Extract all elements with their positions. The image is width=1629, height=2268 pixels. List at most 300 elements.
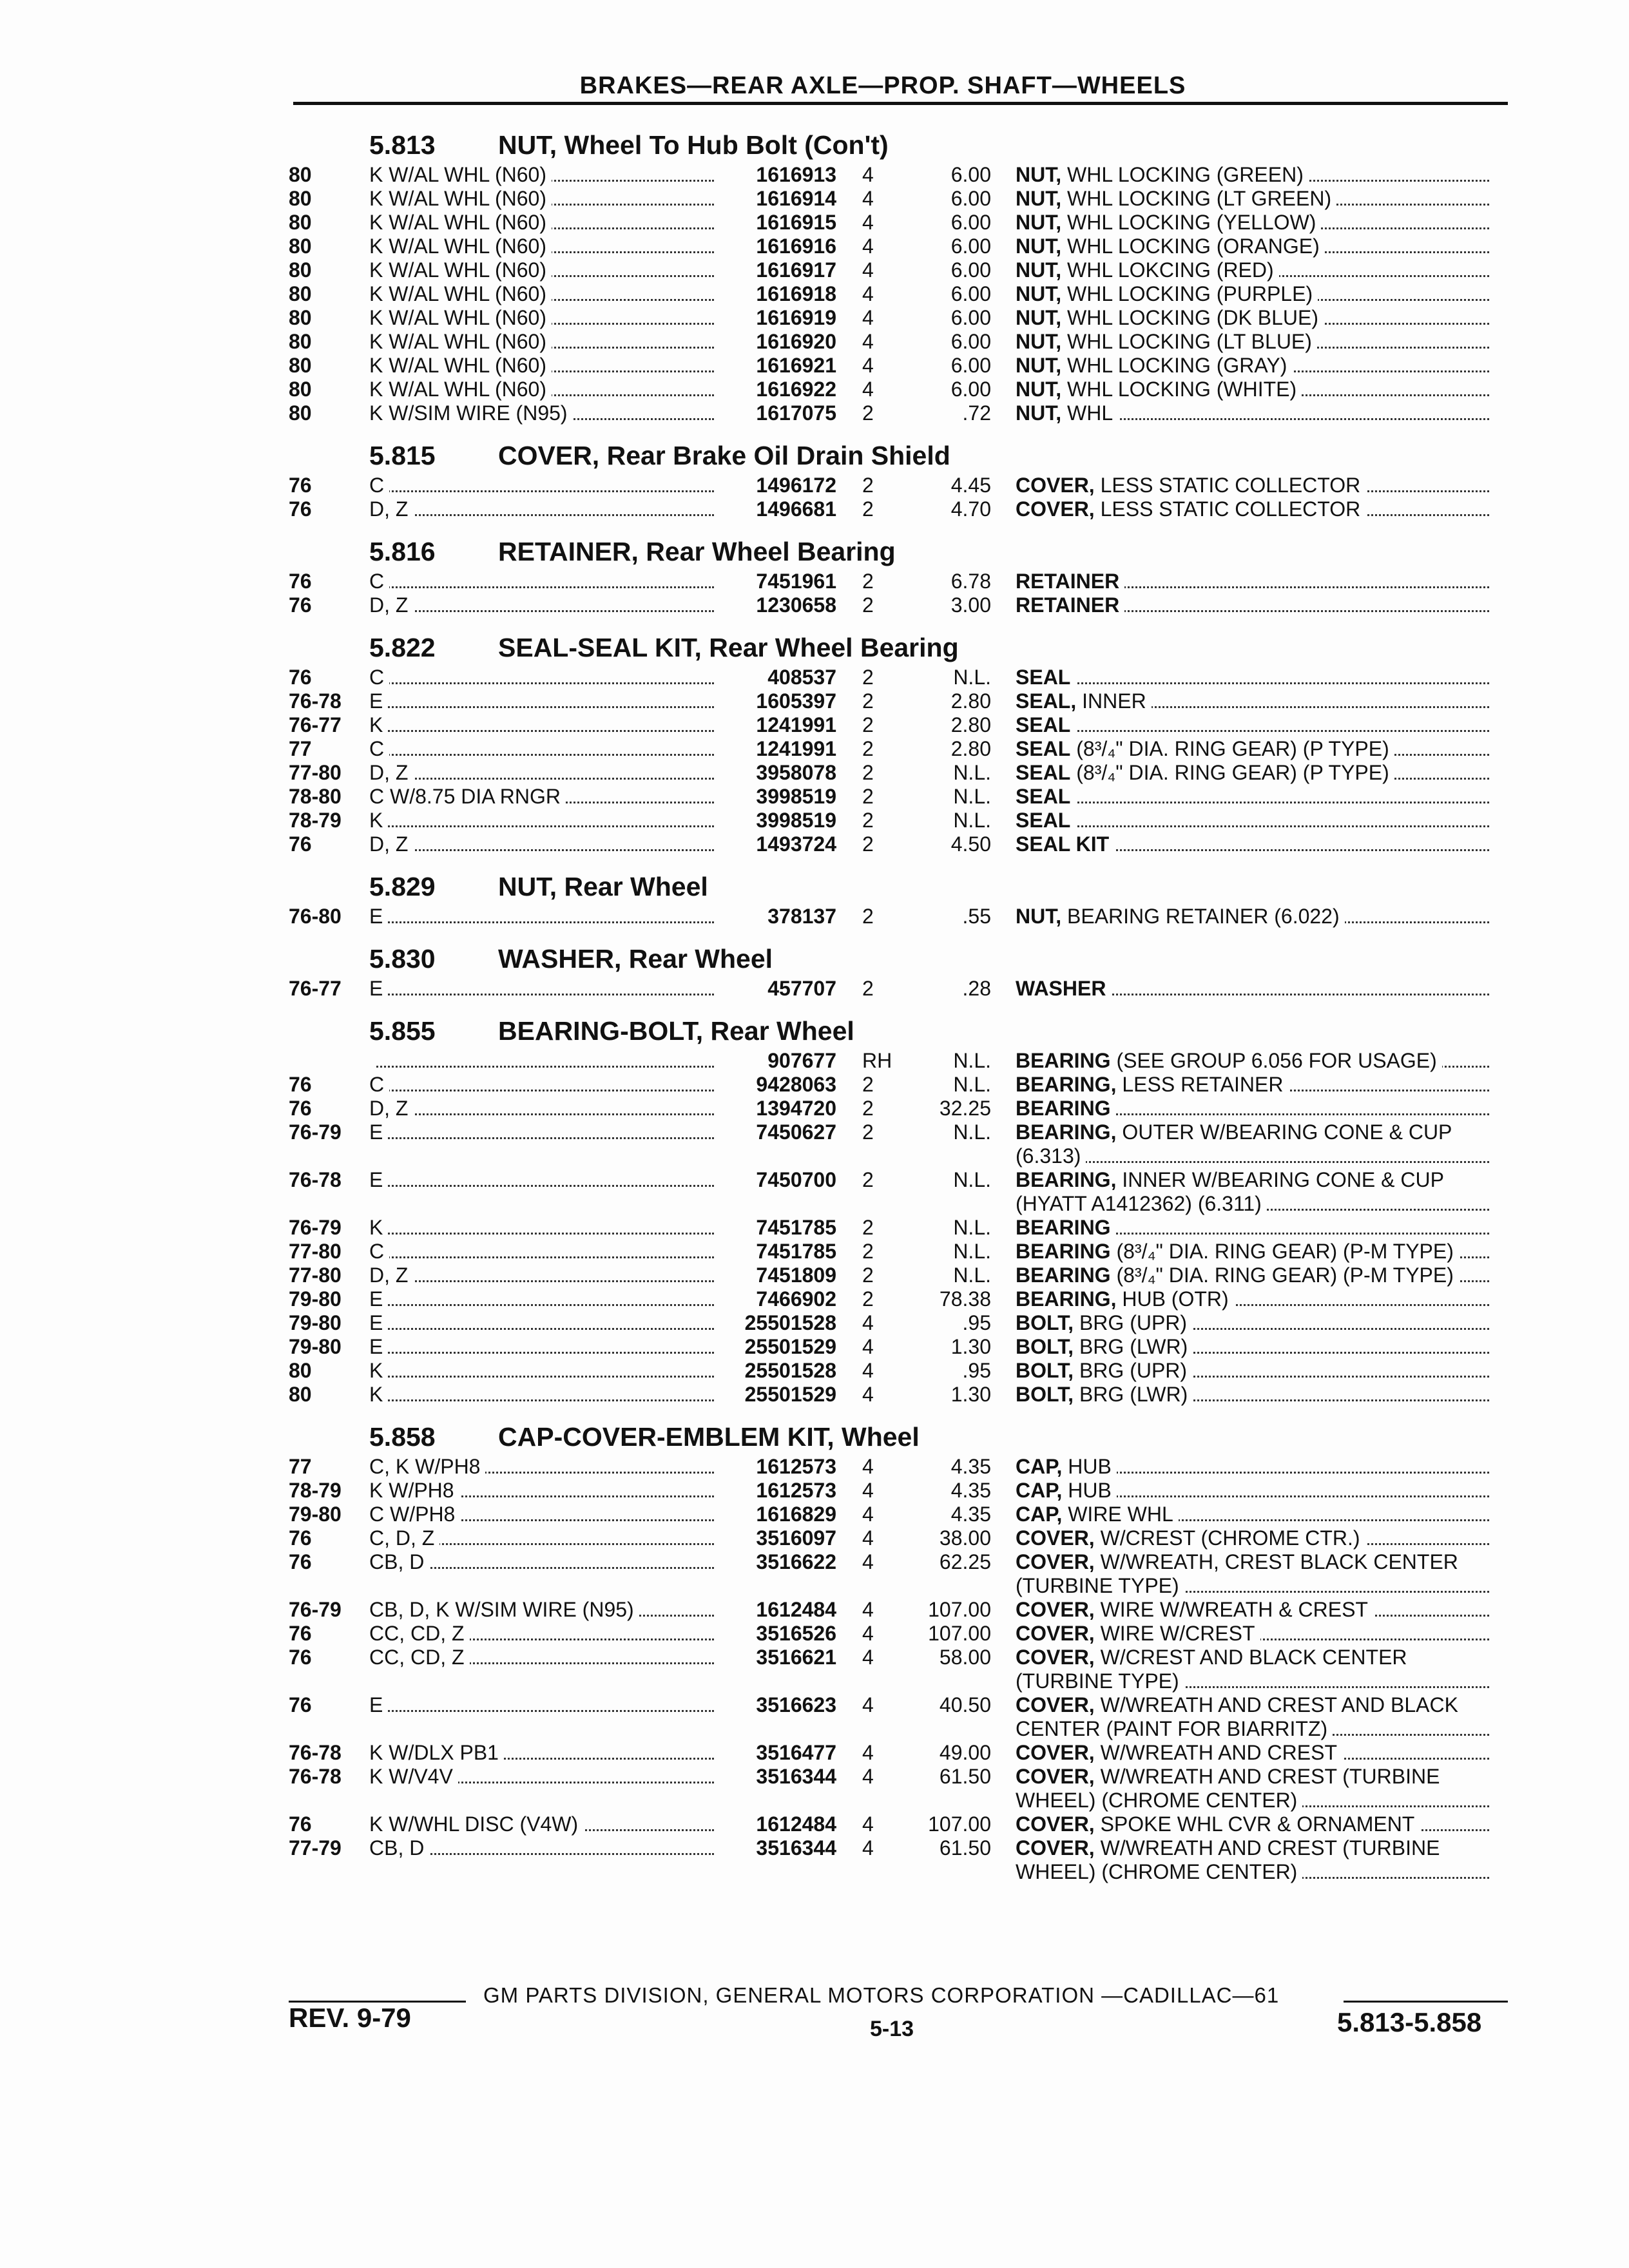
description-text bbox=[1016, 761, 1394, 784]
dot-leader bbox=[369, 586, 714, 588]
description-text bbox=[1016, 1741, 1342, 1764]
price: 107.00 bbox=[928, 1622, 991, 1645]
dot-leader bbox=[369, 921, 714, 923]
part-description bbox=[1016, 1455, 1489, 1479]
model-applicability bbox=[369, 1383, 714, 1407]
part-row bbox=[289, 1526, 1513, 1550]
model-year: 77 bbox=[289, 737, 312, 760]
dot-leader bbox=[369, 682, 714, 684]
part-number: 3998519 bbox=[756, 809, 836, 832]
model-applicability bbox=[369, 737, 714, 761]
model-text: E bbox=[369, 689, 388, 713]
dot-leader bbox=[369, 1066, 714, 1068]
part-description bbox=[1016, 1311, 1489, 1335]
quantity: 4 bbox=[862, 1741, 874, 1764]
part-row bbox=[289, 1598, 1513, 1622]
model-year: 80 bbox=[289, 330, 312, 353]
part-detail: W/CREST (CHROME CTR.) bbox=[1094, 1526, 1360, 1550]
part-detail: W/WREATH, CREST BLACK CENTER (TURBINE TYPE) bbox=[1016, 1550, 1458, 1597]
part-number: 7450627 bbox=[756, 1120, 836, 1144]
model-text: D, Z bbox=[369, 1264, 413, 1287]
quantity: 4 bbox=[862, 1550, 874, 1573]
part-name: BOLT, bbox=[1016, 1311, 1074, 1334]
model-text: C bbox=[369, 1240, 389, 1263]
part-row bbox=[289, 1646, 1513, 1693]
dot-leader bbox=[369, 1233, 714, 1235]
dot-leader bbox=[369, 1328, 714, 1330]
part-name: BOLT, bbox=[1016, 1335, 1074, 1358]
price: 4.45 bbox=[950, 474, 991, 497]
part-description bbox=[1016, 1120, 1489, 1168]
part-description bbox=[1016, 570, 1489, 593]
part-detail: INNER bbox=[1076, 689, 1146, 713]
part-number: 3516623 bbox=[756, 1693, 836, 1716]
part-name: SEAL bbox=[1016, 713, 1071, 736]
part-description bbox=[1016, 1240, 1489, 1264]
part-detail: WHL LOKCING (RED) bbox=[1061, 258, 1274, 282]
part-description bbox=[1016, 1097, 1489, 1120]
quantity: 2 bbox=[862, 689, 874, 713]
part-number: 1241991 bbox=[756, 713, 836, 736]
part-name: BEARING bbox=[1016, 1240, 1111, 1263]
section-title: WASHER, Rear Wheel bbox=[498, 944, 773, 974]
part-number: 1394720 bbox=[756, 1097, 836, 1120]
quantity: 4 bbox=[862, 1812, 874, 1836]
model-year: 76 bbox=[289, 1622, 312, 1645]
part-name: SEAL bbox=[1016, 785, 1071, 808]
model-text: K bbox=[369, 809, 388, 832]
model-text: K W/AL WHL (N60) bbox=[369, 330, 552, 353]
part-row bbox=[289, 1812, 1513, 1836]
header-rule bbox=[293, 102, 1508, 105]
quantity: 4 bbox=[862, 354, 874, 377]
model-year: 80 bbox=[289, 306, 312, 329]
description-text bbox=[1016, 1073, 1288, 1096]
quantity: 2 bbox=[862, 737, 874, 760]
quantity: 4 bbox=[862, 330, 874, 353]
model-applicability bbox=[369, 689, 714, 713]
model-year: 77-79 bbox=[289, 1836, 342, 1860]
price: 62.25 bbox=[939, 1550, 991, 1573]
price: 58.00 bbox=[939, 1646, 991, 1669]
dot-leader bbox=[369, 754, 714, 756]
model-text: D, Z bbox=[369, 1097, 413, 1120]
part-number: 907677 bbox=[767, 1049, 836, 1072]
part-name: NUT, bbox=[1016, 306, 1062, 329]
part-detail: BRG (UPR) bbox=[1074, 1359, 1188, 1382]
part-detail: (8³/₄" DIA. RING GEAR) (P TYPE) bbox=[1070, 761, 1389, 784]
section-title: CAP-COVER-EMBLEM KIT, Wheel bbox=[498, 1422, 920, 1452]
part-description bbox=[1016, 306, 1489, 330]
part-detail: WHL LOCKING (GRAY) bbox=[1061, 354, 1287, 377]
part-row bbox=[289, 1693, 1513, 1741]
model-applicability bbox=[369, 1741, 714, 1765]
part-name: SEAL KIT bbox=[1016, 832, 1110, 856]
model-applicability bbox=[369, 1264, 714, 1287]
description-text bbox=[1016, 1503, 1179, 1526]
quantity: 4 bbox=[862, 1383, 874, 1406]
quantity: 2 bbox=[862, 761, 874, 784]
part-description bbox=[1016, 1503, 1489, 1526]
part-name: BEARING bbox=[1016, 1049, 1111, 1072]
description-text bbox=[1016, 1526, 1365, 1550]
model-applicability bbox=[369, 211, 714, 235]
model-text: D, Z bbox=[369, 593, 413, 617]
model-applicability bbox=[369, 1073, 714, 1097]
section-heading bbox=[289, 425, 1513, 474]
model-text: D, Z bbox=[369, 761, 413, 784]
part-detail: W/WREATH AND CREST AND BLACK CENTER (PAINT FOR BIARRITZ) bbox=[1016, 1693, 1458, 1740]
quantity: 2 bbox=[862, 474, 874, 497]
description-text bbox=[1016, 570, 1124, 593]
part-description bbox=[1016, 282, 1489, 306]
part-description bbox=[1016, 1287, 1489, 1311]
part-description bbox=[1016, 1550, 1489, 1598]
price: N.L. bbox=[953, 809, 991, 832]
dot-leader bbox=[369, 849, 714, 851]
part-row bbox=[289, 1622, 1513, 1646]
dot-leader bbox=[369, 730, 714, 732]
price: 2.80 bbox=[950, 713, 991, 736]
quantity: 2 bbox=[862, 570, 874, 593]
model-applicability bbox=[369, 1335, 714, 1359]
part-number: 3516526 bbox=[756, 1622, 836, 1645]
model-text: K bbox=[369, 1383, 388, 1406]
part-number: 25501528 bbox=[744, 1359, 836, 1382]
part-name: COVER, bbox=[1016, 1646, 1095, 1669]
model-text: K W/AL WHL (N60) bbox=[369, 187, 552, 210]
dot-leader bbox=[1016, 730, 1489, 732]
model-year: 76 bbox=[289, 832, 312, 856]
dot-leader bbox=[369, 1256, 714, 1258]
model-text: C W/8.75 DIA RNGR bbox=[369, 785, 566, 808]
model-text: K bbox=[369, 713, 388, 736]
part-number: 1496681 bbox=[756, 497, 836, 521]
part-description bbox=[1016, 378, 1489, 401]
model-text: CB, D bbox=[369, 1550, 429, 1573]
model-text: K W/AL WHL (N60) bbox=[369, 258, 552, 282]
part-description bbox=[1016, 977, 1489, 1001]
price: 61.50 bbox=[939, 1765, 991, 1788]
part-description bbox=[1016, 905, 1489, 928]
part-description bbox=[1016, 1383, 1489, 1407]
model-year: 79-80 bbox=[289, 1335, 342, 1358]
part-description bbox=[1016, 1335, 1489, 1359]
part-number: 1241991 bbox=[756, 737, 836, 760]
model-year: 76-79 bbox=[289, 1598, 342, 1621]
section-number: 5.813 bbox=[369, 130, 436, 160]
part-name: COVER, bbox=[1016, 474, 1095, 497]
footer-page-number: 5-13 bbox=[870, 2017, 914, 2041]
model-applicability bbox=[369, 354, 714, 378]
model-text: CC, CD, Z bbox=[369, 1622, 470, 1645]
part-name: SEAL bbox=[1016, 737, 1071, 760]
model-applicability bbox=[369, 1765, 714, 1789]
quantity: 2 bbox=[862, 1168, 874, 1191]
part-row bbox=[289, 809, 1513, 832]
part-number: 1496172 bbox=[756, 474, 836, 497]
price: 1.30 bbox=[950, 1335, 991, 1358]
description-text bbox=[1016, 809, 1075, 832]
description-text bbox=[1016, 1216, 1116, 1239]
model-year: 76 bbox=[289, 570, 312, 593]
part-description bbox=[1016, 163, 1489, 187]
part-number: 457707 bbox=[767, 977, 836, 1000]
part-description bbox=[1016, 330, 1489, 354]
part-detail: BEARING RETAINER (6.022) bbox=[1061, 905, 1340, 928]
footer-corporation: GM PARTS DIVISION, GENERAL MOTORS CORPORATION —CADILLAC—61 bbox=[483, 1983, 1280, 2007]
quantity: 4 bbox=[862, 306, 874, 329]
section-heading bbox=[289, 617, 1513, 666]
dot-leader bbox=[369, 778, 714, 780]
part-name: NUT, bbox=[1016, 258, 1062, 282]
model-year: 79-80 bbox=[289, 1311, 342, 1334]
description-text bbox=[1016, 785, 1075, 808]
part-row bbox=[289, 905, 1513, 928]
model-year: 77-80 bbox=[289, 761, 342, 784]
dot-leader bbox=[369, 1090, 714, 1091]
model-text: E bbox=[369, 977, 388, 1000]
part-name: RETAINER bbox=[1016, 593, 1120, 617]
part-number: 7466902 bbox=[756, 1287, 836, 1311]
description-text bbox=[1016, 235, 1325, 258]
part-number: 1605397 bbox=[756, 689, 836, 713]
model-applicability bbox=[369, 235, 714, 258]
description-text bbox=[1016, 1598, 1373, 1621]
part-number: 3516344 bbox=[756, 1836, 836, 1860]
quantity: 4 bbox=[862, 1526, 874, 1550]
section-heading bbox=[289, 521, 1513, 570]
part-detail: W/WREATH AND CREST bbox=[1094, 1741, 1337, 1764]
part-detail: W/CREST AND BLACK CENTER (TURBINE TYPE) bbox=[1016, 1646, 1407, 1693]
dot-leader bbox=[1016, 825, 1489, 827]
part-row bbox=[289, 1550, 1513, 1598]
model-applicability bbox=[369, 306, 714, 330]
part-description bbox=[1016, 1359, 1489, 1383]
model-applicability bbox=[369, 330, 714, 354]
price: 4.35 bbox=[950, 1503, 991, 1526]
quantity: 2 bbox=[862, 1264, 874, 1287]
price: 6.00 bbox=[950, 354, 991, 377]
model-applicability bbox=[369, 258, 714, 282]
part-detail: WIRE WHL bbox=[1062, 1503, 1173, 1526]
model-text: K W/AL WHL (N60) bbox=[369, 235, 552, 258]
model-applicability bbox=[369, 1455, 714, 1479]
part-name: CAP, bbox=[1016, 1479, 1063, 1502]
description-text bbox=[1016, 354, 1292, 377]
part-name: BEARING bbox=[1016, 1216, 1111, 1239]
description-text bbox=[1016, 282, 1318, 305]
part-description bbox=[1016, 1765, 1489, 1812]
part-number: 378137 bbox=[767, 905, 836, 928]
dot-leader bbox=[369, 1376, 714, 1378]
section-title: COVER, Rear Brake Oil Drain Shield bbox=[498, 441, 950, 470]
part-number: 1616921 bbox=[756, 354, 836, 377]
model-text: C bbox=[369, 666, 389, 689]
price: N.L. bbox=[953, 1049, 991, 1072]
model-text: E bbox=[369, 1311, 388, 1334]
part-detail: WIRE W/CREST bbox=[1094, 1622, 1255, 1645]
part-name: SEAL bbox=[1016, 666, 1071, 689]
part-name: BOLT, bbox=[1016, 1359, 1074, 1382]
part-description bbox=[1016, 666, 1489, 689]
price: .95 bbox=[962, 1359, 991, 1382]
part-row bbox=[289, 666, 1513, 689]
model-text: E bbox=[369, 1693, 388, 1716]
model-applicability bbox=[369, 1812, 714, 1836]
quantity: 4 bbox=[862, 1335, 874, 1358]
description-text bbox=[1016, 378, 1302, 401]
part-description bbox=[1016, 1073, 1489, 1097]
model-applicability bbox=[369, 1622, 714, 1646]
dot-leader bbox=[369, 994, 714, 995]
section-number: 5.816 bbox=[369, 537, 436, 566]
part-description bbox=[1016, 1264, 1489, 1287]
section-heading bbox=[289, 1407, 1513, 1455]
part-row bbox=[289, 1335, 1513, 1359]
quantity: 4 bbox=[862, 187, 874, 210]
part-detail: WHL LOCKING (ORANGE) bbox=[1061, 235, 1320, 258]
price: N.L. bbox=[953, 761, 991, 784]
part-row bbox=[289, 689, 1513, 713]
model-year: 76 bbox=[289, 497, 312, 521]
section-heading bbox=[289, 928, 1513, 977]
part-row bbox=[289, 235, 1513, 258]
part-number: 1616917 bbox=[756, 258, 836, 282]
part-description bbox=[1016, 832, 1489, 856]
part-detail: WHL LOCKING (GREEN) bbox=[1061, 163, 1304, 186]
model-text: K W/AL WHL (N60) bbox=[369, 282, 552, 305]
part-description bbox=[1016, 1646, 1489, 1693]
part-name: COVER, bbox=[1016, 1550, 1095, 1573]
page-header: BRAKES—REAR AXLE—PROP. SHAFT—WHEELS bbox=[579, 72, 1186, 99]
part-description bbox=[1016, 474, 1489, 497]
part-description bbox=[1016, 354, 1489, 378]
price: N.L. bbox=[953, 1216, 991, 1239]
part-name: COVER, bbox=[1016, 1765, 1095, 1788]
quantity: 4 bbox=[862, 211, 874, 234]
part-description bbox=[1016, 497, 1489, 521]
part-description bbox=[1016, 1598, 1489, 1622]
dot-leader bbox=[369, 610, 714, 612]
model-year: 76 bbox=[289, 474, 312, 497]
part-number: 1616918 bbox=[756, 282, 836, 305]
part-description bbox=[1016, 1693, 1489, 1741]
quantity: 2 bbox=[862, 977, 874, 1000]
part-number: 9428063 bbox=[756, 1073, 836, 1096]
part-detail: WIRE W/WREATH & CREST bbox=[1094, 1598, 1368, 1621]
part-row bbox=[289, 258, 1513, 282]
part-detail: WHL bbox=[1061, 401, 1113, 425]
part-row bbox=[289, 977, 1513, 1001]
part-row bbox=[289, 1479, 1513, 1503]
part-number: 3516477 bbox=[756, 1741, 836, 1764]
description-text bbox=[1016, 401, 1118, 425]
part-name: CAP, bbox=[1016, 1503, 1063, 1526]
model-applicability bbox=[369, 905, 714, 928]
model-year: 76-78 bbox=[289, 1741, 342, 1764]
part-row bbox=[289, 1741, 1513, 1765]
part-description bbox=[1016, 1836, 1489, 1884]
part-row bbox=[289, 1836, 1513, 1884]
description-text bbox=[1016, 1622, 1260, 1645]
section-heading bbox=[289, 115, 1513, 163]
model-text: C, K W/PH8 bbox=[369, 1455, 485, 1478]
part-detail: BRG (UPR) bbox=[1074, 1311, 1188, 1334]
part-name: NUT, bbox=[1016, 401, 1062, 425]
model-text: K W/DLX PB1 bbox=[369, 1741, 504, 1764]
part-description bbox=[1016, 401, 1489, 425]
part-number: 1616920 bbox=[756, 330, 836, 353]
part-name: COVER, bbox=[1016, 1693, 1095, 1716]
model-applicability bbox=[369, 666, 714, 689]
model-year: 76-79 bbox=[289, 1120, 342, 1144]
quantity: 4 bbox=[862, 1693, 874, 1716]
part-number: 3516344 bbox=[756, 1765, 836, 1788]
part-detail: W/WREATH AND CREST (TURBINE WHEEL) (CHROME CENTER) bbox=[1016, 1836, 1440, 1883]
model-applicability bbox=[369, 1049, 714, 1073]
part-name: NUT, bbox=[1016, 330, 1062, 353]
part-number: 7451785 bbox=[756, 1216, 836, 1239]
price: .72 bbox=[962, 401, 991, 425]
part-detail: (8³/₄" DIA. RING GEAR) (P-M TYPE) bbox=[1110, 1264, 1454, 1287]
description-text bbox=[1016, 187, 1336, 210]
model-applicability bbox=[369, 1311, 714, 1335]
part-description bbox=[1016, 1168, 1489, 1216]
price: 3.00 bbox=[950, 593, 991, 617]
part-row bbox=[289, 187, 1513, 211]
model-applicability bbox=[369, 1693, 714, 1717]
part-description bbox=[1016, 187, 1489, 211]
part-row bbox=[289, 211, 1513, 235]
part-number: 1616916 bbox=[756, 235, 836, 258]
part-row bbox=[289, 593, 1513, 617]
model-text: C, D, Z bbox=[369, 1526, 439, 1550]
quantity: 2 bbox=[862, 1216, 874, 1239]
model-year: 77-80 bbox=[289, 1240, 342, 1263]
part-row bbox=[289, 1097, 1513, 1120]
part-detail: WHL LOCKING (DK BLUE) bbox=[1061, 306, 1318, 329]
model-applicability bbox=[369, 593, 714, 617]
quantity: 2 bbox=[862, 832, 874, 856]
dot-leader bbox=[369, 1280, 714, 1282]
part-name: BEARING bbox=[1016, 1097, 1111, 1120]
dot-leader bbox=[369, 1352, 714, 1354]
model-year: 79-80 bbox=[289, 1503, 342, 1526]
model-text: K W/SIM WIRE (N95) bbox=[369, 401, 573, 425]
price: N.L. bbox=[953, 1264, 991, 1287]
part-name: BEARING, bbox=[1016, 1168, 1117, 1191]
part-detail: WHL LOCKING (PURPLE) bbox=[1061, 282, 1313, 305]
model-text: C bbox=[369, 1073, 389, 1096]
quantity: 4 bbox=[862, 163, 874, 186]
model-applicability bbox=[369, 1479, 714, 1503]
model-text: K W/V4V bbox=[369, 1765, 458, 1788]
model-text: K W/AL WHL (N60) bbox=[369, 306, 552, 329]
dot-leader bbox=[369, 825, 714, 827]
description-text bbox=[1016, 1240, 1459, 1263]
part-description bbox=[1016, 1216, 1489, 1240]
model-applicability bbox=[369, 163, 714, 187]
part-name: NUT, bbox=[1016, 354, 1062, 377]
price: 32.25 bbox=[939, 1097, 991, 1120]
model-text: E bbox=[369, 1168, 388, 1191]
quantity: 2 bbox=[862, 809, 874, 832]
model-year: 80 bbox=[289, 282, 312, 305]
model-applicability bbox=[369, 1836, 714, 1860]
part-row bbox=[289, 1216, 1513, 1240]
description-text bbox=[1016, 666, 1075, 689]
